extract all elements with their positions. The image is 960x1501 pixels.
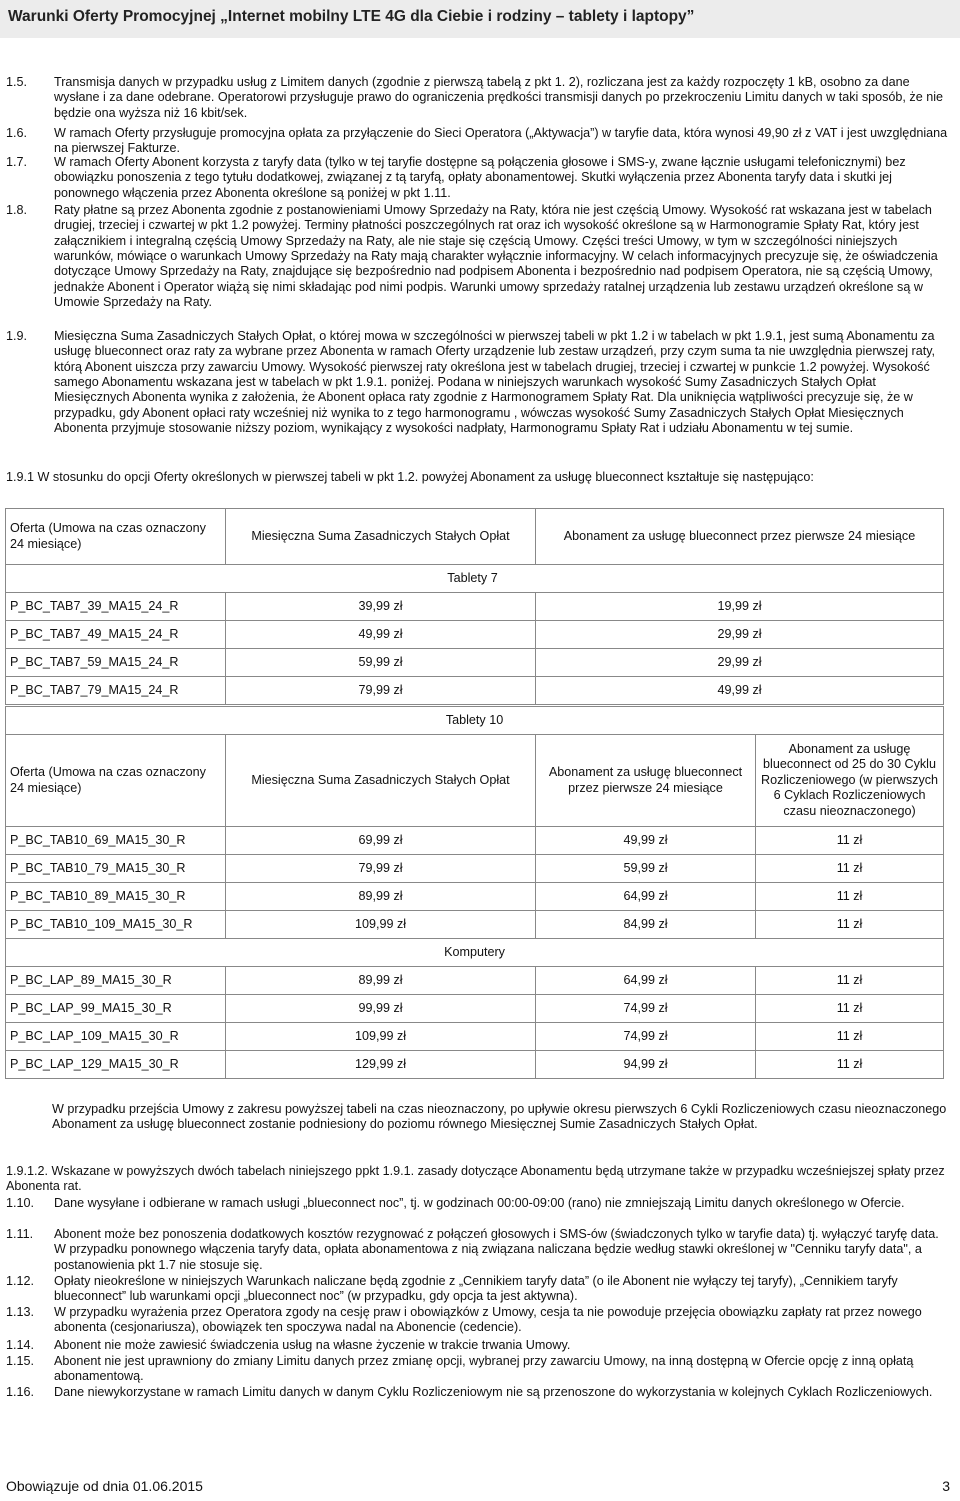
cell-abonament-24: 74,99 zł [536,1023,756,1051]
cell-abonament-25-30: 11 zł [756,911,944,939]
cell-suma: 109,99 zł [226,1023,536,1051]
cell-offer: P_BC_TAB7_49_MA15_24_R [6,621,226,649]
paragraph-1-5 [6,75,950,121]
header-abonament: Abonament za usługę blueconnect przez pierwsze 24 miesiące [536,509,944,565]
cell-suma: 109,99 zł [226,911,536,939]
table-row [6,1023,944,1051]
section-row [6,707,944,735]
cell-abonament-24: 84,99 zł [536,911,756,939]
table-row [6,995,944,1023]
table-row [6,827,944,855]
paragraph-text: Opłaty nieokreślone w niniejszych Warunkach naliczane będą zgodnie z „Cennikiem taryfy data” (o ile Abonent nie wyłączy tej taryfy), „Cennikiem taryfy blueconnect” lub warunkami opcji „blueconnect noc” (w przypadku, gdy opcja ta jest aktywna). [54,1274,898,1304]
cell-abonament: 29,99 zł [536,621,944,649]
cell-offer: P_BC_TAB10_79_MA15_30_R [6,855,226,883]
cell-abonament-24: 74,99 zł [536,995,756,1023]
table-row [6,1051,944,1079]
cell-suma: 59,99 zł [226,649,536,677]
paragraph-text: W ramach Oferty Abonent korzysta z taryfy data (tylko w tej taryfie dostępne są połączenia głosowe i SMS-y, zwane łącznie usługami telefonicznymi) bez obowiązku ponoszenia z tego tytułu dodatkowej, związanej z tą taryfą, opłaty abonamentowej. Skutki wyłączenia przez Abonenta taryfy data i skutki jej ponownego włączenia przez Abonenta określone są poniżej w pkt 1.11. [54,155,906,200]
paragraph-number: 1.14. [6,1338,35,1352]
paragraph-number: 1.16. [6,1385,35,1399]
paragraph-text: Abonent może bez ponoszenia dodatkowych kosztów rezygnować z połączeń głosowych i SMS-ów (świadczonych tylko w taryfie data) tj. wyłączyć taryfę data. W przypadku ponownego włączenia taryfy data, opłata abonamentowa z nią związana naliczana będzie według stawki określonej w "Cenniku taryfy data", a postanowienia pkt 1.7 nie stosuje się. [54,1227,939,1272]
cell-abonament-24: 94,99 zł [536,1051,756,1079]
cell-abonament-25-30: 11 zł [756,827,944,855]
paragraph-text: W przypadku wyrażenia przez Operatora zgody na cesję praw i obowiązków z Umowy, cesja ta nie powoduje przejęcia obowiązku zapłaty rat przez nowego abonenta (cesjonariusza), obowiązek ten spoczywa nadal na Abonencie (cedencie). [54,1305,922,1335]
cell-suma: 129,99 zł [226,1051,536,1079]
table-row [6,593,944,621]
paragraph-1-9 [6,329,950,437]
paragraph-number: 1.6. [6,126,28,140]
cell-abonament: 19,99 zł [536,593,944,621]
cell-abonament-24: 64,99 zł [536,967,756,995]
footer-validity-date: Obowiązuje od dnia 01.06.2015 [6,1478,203,1494]
paragraph-text: Abonent nie jest uprawniony do zmiany Limitu danych przez zmianę opcji, wybranej przy zawarciu Umowy, na inną dostępną w Ofercie opcję z inną opłatą abonamentową. [54,1354,914,1384]
paragraph-number: 1.5. [6,75,28,89]
paragraph-text: Raty płatne są przez Abonenta zgodnie z postanowieniami Umowy Sprzedaży na Raty, która nie jest częścią Umowy. Wysokość rat wskazana jest w tabelach drugiej, trzeciej i czwartej w pkt 1.2 powyżej. Terminy płatności poszczególnych rat oraz ich wysokość określone są w Harmonogramie Spłaty Rat, który jest załącznikiem i integralną częścią Umowy Sprzedaży na Raty, ale nie staje się częścią Umowy. Części treści Umowy, w tym w szczególności niniejszych warunków, mówiące o warunkach Umowy Sprzedaży na Raty mają charakter wyłącznie informacyjny. W celach informacyjnych precyzuje się, że oświadczenia dotyczące Umowy Sprzedaży na Raty, znajdujące się bezpośrednio nad podpisem Abonenta i bezpośrednio nad podpisem Operatora, nie są częścią Umowy, jednakże Abonent i Operator wiążą się nimi składając pod nimi podpis. Warunki umowy sprzedaży ratalnej urządzenia lub zestawu urządzeń określone są w Umowie Sprzedaży na Raty. [54,203,938,310]
header-suma: Miesięczna Suma Zasadniczych Stałych Opłat [226,509,536,565]
cell-offer: P_BC_LAP_109_MA15_30_R [6,1023,226,1051]
cell-suma: 79,99 zł [226,855,536,883]
section-row [6,939,944,967]
cell-abonament-25-30: 11 zł [756,1051,944,1079]
paragraph-number: 1.10. [6,1196,35,1210]
cell-abonament: 49,99 zł [536,677,944,705]
table-row [6,621,944,649]
header-abonament-24: Abonament za usługę blueconnect przez pierwsze 24 miesiące [536,735,756,827]
table-header-row [6,735,944,827]
paragraph-1-10 [6,1196,950,1211]
paragraph-text: Dane niewykorzystane w ramach Limitu danych w danym Cyklu Rozliczeniowym nie są przenoszone do wykorzystania w kolejnych Cyklach Rozliczeniowych. [54,1385,933,1399]
cell-suma: 99,99 zł [226,995,536,1023]
cell-suma: 79,99 zł [226,677,536,705]
cell-abonament: 29,99 zł [536,649,944,677]
paragraph-1-13 [6,1305,950,1336]
section-komputery: Komputery [6,939,944,967]
paragraph-1-9-1-2 [6,1164,950,1195]
table-note: W przypadku przejścia Umowy z zakresu powyższej tabeli na czas nieoznaczony, po upływie okresu pierwszych 6 Cykli Rozliczeniowych czasu nieoznaczonego Abonament za usługę blueconnect zostanie podniesiony do poziomu równego Miesięcznej Sumie Zasadniczych Stałych Opłat. [52,1102,947,1132]
paragraph-1-12 [6,1274,950,1305]
table-row [6,677,944,705]
header-oferta: Oferta (Umowa na czas oznaczony 24 miesiące) [6,509,226,565]
cell-abonament-25-30: 11 zł [756,995,944,1023]
cell-abonament-25-30: 11 zł [756,1023,944,1051]
paragraph-text: Miesięczna Suma Zasadniczych Stałych Opłat, o której mowa w szczególności w pierwszej tabeli w pkt 1.2 i w tabelach w pkt 1.9.1, jest sumą Abonamentu za usługę blueconnect oraz raty za wybrane przez Abonenta w ramach Oferty urządzenie lub zestaw urządzeń, przy czym suma ta nie uwzględnia pierwszej raty, którą Abonent uiszcza przy zawarciu Umowy. Wysokość pierwszej raty określona jest w tabelach drugiej, trzeciej i czwartej w punkcie 1.2 powyżej. Wysokość samego Abonamentu wskazana jest w tabelach w pkt 1.9.1. poniżej. Podana w niniejszych warunkach wysokość Sumy Zasadniczych Stałych Opłat Miesięcznych Abonenta wynika z założenia, że Abonent opłaca raty zgodnie z Harmonogramem Spłaty Rat. Dla uniknięcia wątpliwości precyzuje się, że w przypadku, gdy Abonent opłaci raty wcześniej niż wynika to z tego harmonogramu , wówczas wysokość Sumy Zasadniczych Stałych Opłat Miesięcznych Abonenta przyjmuje stosowanie niższy poziom, wynikający z wysokości nadpłaty, Harmonogramu Spłaty Rat i udziału Abonamentu w tej sumie. [54,329,936,436]
paragraph-1-14 [6,1338,950,1353]
paragraph-number: 1.11. [6,1227,34,1241]
paragraph-1-16 [6,1385,950,1400]
paragraph-number: 1.7. [6,155,28,169]
paragraph-text: 1.9.1 W stosunku do opcji Oferty określonych w pierwszej tabeli w pkt 1.2. powyżej Abonament za usługę blueconnect kształtuje się następująco: [6,470,814,484]
cell-offer: P_BC_TAB7_59_MA15_24_R [6,649,226,677]
paragraph-number: 1.15. [6,1354,35,1368]
cell-offer: P_BC_TAB7_79_MA15_24_R [6,677,226,705]
cell-abonament-24: 59,99 zł [536,855,756,883]
cell-abonament-24: 64,99 zł [536,883,756,911]
table-row [6,855,944,883]
paragraph-text: Transmisja danych w przypadku usług z Limitem danych (zgodnie z pierwszą tabelą z pkt 1. 2), rozliczana jest za każdy rozpoczęty 1 kB, osobno za dane wysłane i za dane odebrane. Operatorowi przysługuje prawo do ograniczenia prędkości transmisji danych po przekroczeniu Limitu danych w taki sposób, że nie będzie ona wyższa niż 16 kbit/sek. [54,75,944,120]
paragraph-1-9-1 [6,470,950,485]
cell-abonament-24: 49,99 zł [536,827,756,855]
document-header [0,0,960,38]
table-tablety-7 [5,508,944,705]
cell-offer: P_BC_TAB10_89_MA15_30_R [6,883,226,911]
section-tablety-10: Tablety 10 [6,707,944,735]
cell-abonament-25-30: 11 zł [756,855,944,883]
paragraph-1-15 [6,1354,950,1385]
header-oferta: Oferta (Umowa na czas oznaczony 24 miesiące) [6,735,226,827]
table-header-row [6,509,944,565]
cell-suma: 69,99 zł [226,827,536,855]
paragraph-1-7 [6,155,950,201]
header-suma: Miesięczna Suma Zasadniczych Stałych Opłat [226,735,536,827]
paragraph-1-6 [6,126,950,157]
table-row [6,649,944,677]
table-tablety-10-komputery [5,706,944,1079]
paragraph-number: 1.13. [6,1305,35,1319]
cell-offer: P_BC_LAP_129_MA15_30_R [6,1051,226,1079]
document-title: Warunki Oferty Promocyjnej „Internet mobilny LTE 4G dla Ciebie i rodziny – tablety i laptopy” [8,8,695,25]
header-abonament-25-30: Abonament za usługę blueconnect od 25 do 30 Cyklu Rozliczeniowego (w pierwszych 6 Cyklach Rozliczeniowych czasu nieoznaczonego) [756,735,944,827]
paragraph-text: W ramach Oferty przysługuje promocyjna opłata za przyłączenie do Sieci Operatora („Aktywacja”) w taryfie data, która wynosi 49,90 zł z VAT i jest uwzględniana na pierwszej Fakturze. [54,126,948,156]
table-row [6,911,944,939]
cell-offer: P_BC_LAP_99_MA15_30_R [6,995,226,1023]
cell-suma: 39,99 zł [226,593,536,621]
cell-abonament-25-30: 11 zł [756,883,944,911]
section-tablety-7 [6,565,944,593]
cell-suma: 89,99 zł [226,883,536,911]
cell-offer: P_BC_LAP_89_MA15_30_R [6,967,226,995]
table-row [6,967,944,995]
cell-abonament-25-30: 11 zł [756,967,944,995]
paragraph-number: 1.9. [6,329,28,343]
cell-offer: P_BC_TAB10_69_MA15_30_R [6,827,226,855]
paragraph-1-8 [6,203,950,311]
cell-suma: 49,99 zł [226,621,536,649]
cell-offer: P_BC_TAB7_39_MA15_24_R [6,593,226,621]
cell-offer: P_BC_TAB10_109_MA15_30_R [6,911,226,939]
cell-suma: 89,99 zł [226,967,536,995]
table-row [6,883,944,911]
footer-page-number: 3 [942,1478,950,1494]
paragraph-number: 1.12. [6,1274,35,1288]
paragraph-number: 1.8. [6,203,28,217]
paragraph-text: Abonent nie może zawiesić świadczenia usług na własne życzenie w trakcie trwania Umowy. [54,1338,571,1352]
paragraph-text: Dane wysyłane i odbierane w ramach usługi „blueconnect noc”, tj. w godzinach 00:00-09:00 (rano) nie zmniejszają Limitu danych określonego w Ofercie. [54,1196,905,1210]
section-row [6,565,944,593]
paragraph-1-11 [6,1227,950,1273]
paragraph-text: 1.9.1.2. Wskazane w powyższych dwóch tabelach niniejszego ppkt 1.9.1. zasady dotyczące Abonamentu będą utrzymane także w przypadku wcześniejszej spłaty przez Abonenta rat. [6,1164,945,1194]
section-label: Tablety 7 [447,570,498,585]
